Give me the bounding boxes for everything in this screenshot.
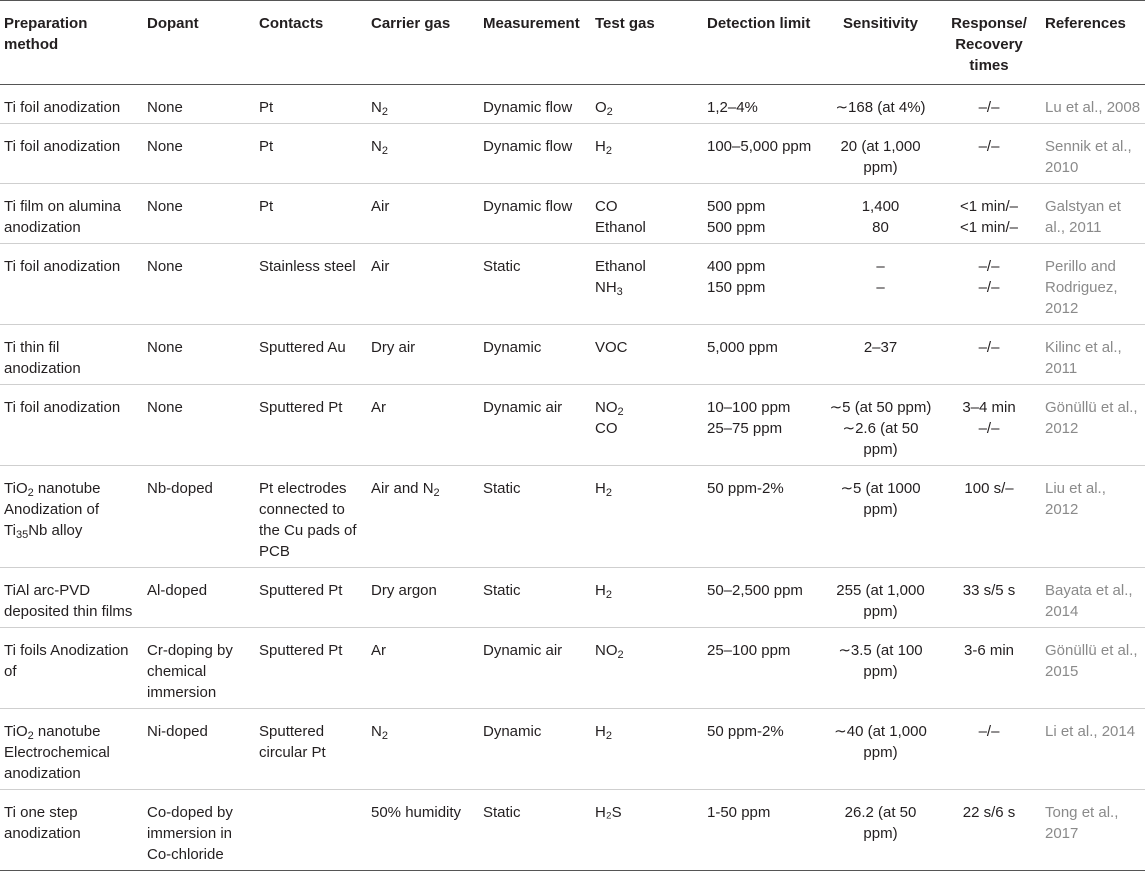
detection-line: 1-50 ppm <box>707 804 771 821</box>
header-references: References <box>1041 1 1145 85</box>
sensitivity-line: 26.2 (at 50 ppm) <box>844 804 917 842</box>
detection-line: 100–5,000 ppm <box>707 138 812 155</box>
cell-detection-limit <box>703 325 824 385</box>
cell-test-gas <box>591 790 703 871</box>
times-line: –/– <box>978 258 1000 275</box>
cell-test-gas <box>591 709 703 790</box>
times-line: 100 s/– <box>964 480 1014 497</box>
cell-dopant: Cr-doping by chemical immersion <box>143 628 255 709</box>
cell-response-recovery-times <box>937 628 1041 709</box>
cell-response-recovery-times <box>937 124 1041 184</box>
header-contacts: Contacts <box>255 1 367 85</box>
times-line: –/– <box>978 339 1000 356</box>
table-row <box>0 325 1145 385</box>
cell-reference: Kilinc et al., 2011 <box>1041 325 1145 385</box>
cell-detection-limit <box>703 244 824 325</box>
cell-detection-limit <box>703 124 824 184</box>
test-gas-line: $NH_3$ <box>595 279 623 298</box>
detection-line: 50–2,500 ppm <box>707 582 803 599</box>
cell-sensitivity <box>824 184 937 244</box>
subscript: 2 <box>617 649 624 661</box>
cell-contacts: Sputtered Pt <box>255 385 367 466</box>
cell-response-recovery-times <box>937 85 1041 124</box>
cell-measurement: Static <box>479 244 591 325</box>
header-response-recovery-times: Response/ Recovery times <box>937 1 1041 85</box>
cell-preparation-method: Ti foil anodization <box>0 244 143 325</box>
cell-carrier-gas: Dry air <box>367 325 479 385</box>
cell-test-gas <box>591 466 703 568</box>
cell-measurement: Dynamic air <box>479 628 591 709</box>
cell-carrier-gas: $N_2$ <box>367 85 479 124</box>
sensitivity-line: 255 (at 1,000 ppm) <box>836 582 925 620</box>
header-row <box>0 1 1145 85</box>
sensitivity-line: 20 (at 1,000 ppm) <box>840 138 921 176</box>
cell-reference: Gönüllü et al., 2015 <box>1041 628 1145 709</box>
header-carrier-gas: Carrier gas <box>367 1 479 85</box>
sensitivity-line: ∼5 (at 50 ppm) <box>829 399 932 416</box>
cell-contacts: Pt electrodes connected to the Cu pads of PCB <box>255 466 367 568</box>
cell-measurement: Dynamic <box>479 325 591 385</box>
table-row <box>0 628 1145 709</box>
cell-sensitivity <box>824 85 937 124</box>
cell-dopant: None <box>143 184 255 244</box>
sensitivity-line: 80 <box>872 219 889 236</box>
cell-reference: Bayata et al., 2014 <box>1041 568 1145 628</box>
header-dopant: Dopant <box>143 1 255 85</box>
cell-carrier-gas: 50% humidity <box>367 790 479 871</box>
cell-dopant: Ni-doped <box>143 709 255 790</box>
cell-detection-limit <box>703 709 824 790</box>
cell-sensitivity <box>824 466 937 568</box>
cell-dopant: Co-doped by immersion in Co-chloride <box>143 790 255 871</box>
table-row <box>0 244 1145 325</box>
subscript: 2 <box>605 145 612 157</box>
cell-response-recovery-times <box>937 790 1041 871</box>
cell-reference: Perillo and Rodriguez, 2012 <box>1041 244 1145 325</box>
cell-preparation-method: Ti one step anodization <box>0 790 143 871</box>
cell-sensitivity <box>824 325 937 385</box>
cell-carrier-gas: Air and $N_2$ <box>367 466 479 568</box>
cell-response-recovery-times <box>937 244 1041 325</box>
header-preparation-method: Preparation method <box>0 1 143 85</box>
cell-carrier-gas: Ar <box>367 385 479 466</box>
cell-carrier-gas: $N_2$ <box>367 124 479 184</box>
cell-response-recovery-times <box>937 709 1041 790</box>
cell-measurement: Static <box>479 466 591 568</box>
cell-measurement: Static <box>479 568 591 628</box>
sensitivity-line: 1,400 <box>861 198 900 215</box>
times-line: –/– <box>978 420 1000 437</box>
cell-reference: Sennik et al., 2010 <box>1041 124 1145 184</box>
detection-line: 25–100 ppm <box>707 642 791 659</box>
cell-sensitivity <box>824 124 937 184</box>
times-line: 3–4 min <box>962 399 1016 416</box>
cell-dopant: None <box>143 85 255 124</box>
cell-contacts <box>255 790 367 871</box>
cell-test-gas <box>591 244 703 325</box>
subscript: 2 <box>381 106 388 118</box>
times-line: <1 min/– <box>960 219 1018 236</box>
cell-dopant: None <box>143 124 255 184</box>
subscript: 2 <box>617 406 624 418</box>
detection-line: 10–100 ppm <box>707 399 791 416</box>
subscript: 2 <box>381 730 388 742</box>
times-line: 3-6 min <box>963 642 1015 659</box>
cell-dopant: Nb-doped <box>143 466 255 568</box>
cell-measurement: Dynamic <box>479 709 591 790</box>
cell-preparation-method: TiAl arc-PVD deposited thin films <box>0 568 143 628</box>
test-gas-line: $H_2$ <box>595 723 612 742</box>
header-sensitivity: Sensitivity <box>824 1 937 85</box>
cell-reference: Gönüllü et al., 2012 <box>1041 385 1145 466</box>
detection-line: 150 ppm <box>707 279 766 296</box>
cell-reference: Tong et al., 2017 <box>1041 790 1145 871</box>
table-row <box>0 709 1145 790</box>
cell-detection-limit <box>703 790 824 871</box>
cell-preparation-method: Ti foil anodization <box>0 124 143 184</box>
detection-line: 500 ppm <box>707 198 766 215</box>
times-line: –/– <box>978 723 1000 740</box>
detection-line: 5,000 ppm <box>707 339 778 356</box>
cell-detection-limit <box>703 568 824 628</box>
cell-carrier-gas: Air <box>367 244 479 325</box>
subscript: 2 <box>606 106 613 118</box>
cell-contacts: Pt <box>255 184 367 244</box>
test-gas-line: $NO_2$ <box>595 642 624 661</box>
cell-carrier-gas: Air <box>367 184 479 244</box>
detection-line: 500 ppm <box>707 219 766 236</box>
cell-contacts: Sputtered circular Pt <box>255 709 367 790</box>
sensitivity-line: ∼5 (at 1000 ppm) <box>840 480 921 518</box>
cell-sensitivity <box>824 244 937 325</box>
cell-detection-limit <box>703 466 824 568</box>
cell-reference: Galstyan et al., 2011 <box>1041 184 1145 244</box>
detection-line: 50 ppm-2% <box>707 480 784 497</box>
cell-preparation-method: TiO$_2$ nanotube Anodization of $Ti_{35}Nb$ alloy <box>0 466 143 568</box>
cell-response-recovery-times <box>937 568 1041 628</box>
cell-dopant: None <box>143 325 255 385</box>
subscript: 3 <box>616 286 623 298</box>
cell-preparation-method: Ti foil anodization <box>0 85 143 124</box>
test-gas-line: $NO_2$ <box>595 399 624 418</box>
cell-detection-limit <box>703 85 824 124</box>
cell-contacts: Sputtered Pt <box>255 628 367 709</box>
table-row <box>0 790 1145 871</box>
subscript: 35 <box>15 529 29 541</box>
cell-dopant: None <box>143 244 255 325</box>
test-gas-line: $H_2$ <box>595 480 612 499</box>
cell-contacts: Stainless steel <box>255 244 367 325</box>
times-line: <1 min/– <box>960 198 1018 215</box>
table-row <box>0 124 1145 184</box>
sensitivity-line: – <box>876 258 885 275</box>
test-gas-line: H₂S <box>595 804 622 821</box>
test-gas-line: Ethanol <box>595 258 646 275</box>
table-row <box>0 385 1145 466</box>
test-gas-line: $H_2$ <box>595 582 612 601</box>
sensitivity-line: – <box>876 279 885 296</box>
cell-measurement: Dynamic flow <box>479 124 591 184</box>
table-row <box>0 85 1145 124</box>
subscript: 2 <box>605 730 612 742</box>
cell-measurement: Static <box>479 790 591 871</box>
times-line: 33 s/5 s <box>962 582 1016 599</box>
header-test-gas: Test gas <box>591 1 703 85</box>
times-line: 22 s/6 s <box>962 804 1016 821</box>
table-row <box>0 466 1145 568</box>
cell-response-recovery-times <box>937 325 1041 385</box>
cell-measurement: Dynamic flow <box>479 85 591 124</box>
cell-test-gas <box>591 325 703 385</box>
test-gas-line: $H_2$ <box>595 138 612 157</box>
test-gas-line: CO <box>595 198 618 215</box>
subscript: 2 <box>433 487 440 499</box>
cell-test-gas <box>591 124 703 184</box>
subscript: 2 <box>381 145 388 157</box>
cell-sensitivity <box>824 790 937 871</box>
times-line: –/– <box>978 138 1000 155</box>
table-row <box>0 184 1145 244</box>
cell-detection-limit <box>703 385 824 466</box>
cell-carrier-gas: Ar <box>367 628 479 709</box>
test-gas-line: CO <box>595 420 618 437</box>
sensitivity-line: ∼40 (at 1,000 ppm) <box>834 723 927 761</box>
detection-line: 1,2–4% <box>707 99 758 116</box>
cell-carrier-gas: Dry argon <box>367 568 479 628</box>
cell-detection-limit <box>703 184 824 244</box>
cell-response-recovery-times <box>937 184 1041 244</box>
cell-carrier-gas: $N_2$ <box>367 709 479 790</box>
detection-line: 400 ppm <box>707 258 766 275</box>
cell-test-gas <box>591 85 703 124</box>
cell-sensitivity <box>824 709 937 790</box>
cell-preparation-method: Ti film on alumina anodization <box>0 184 143 244</box>
test-gas-line: $O_2$ <box>595 99 613 118</box>
cell-contacts: Sputtered Pt <box>255 568 367 628</box>
subscript: 2 <box>27 487 34 499</box>
cell-sensitivity <box>824 568 937 628</box>
times-line: –/– <box>978 279 1000 296</box>
cell-response-recovery-times <box>937 385 1041 466</box>
cell-measurement: Dynamic air <box>479 385 591 466</box>
cell-detection-limit <box>703 628 824 709</box>
cell-test-gas <box>591 628 703 709</box>
cell-contacts: Pt <box>255 85 367 124</box>
cell-sensitivity <box>824 385 937 466</box>
cell-contacts: Sputtered Au <box>255 325 367 385</box>
times-line: –/– <box>978 99 1000 116</box>
sensitivity-line: ∼2.6 (at 50 ppm) <box>842 420 919 458</box>
cell-dopant: None <box>143 385 255 466</box>
cell-reference: Li et al., 2014 <box>1041 709 1145 790</box>
cell-test-gas <box>591 385 703 466</box>
cell-preparation-method: Ti foils Anodization of <box>0 628 143 709</box>
header-detection-limit: Detection limit <box>703 1 824 85</box>
cell-dopant: Al-doped <box>143 568 255 628</box>
subscript: 2 <box>605 589 612 601</box>
test-gas-line: Ethanol <box>595 219 646 236</box>
cell-test-gas <box>591 184 703 244</box>
cell-preparation-method: Ti thin fil anodization <box>0 325 143 385</box>
sensitivity-line: ∼168 (at 4%) <box>835 99 926 116</box>
detection-line: 25–75 ppm <box>707 420 783 437</box>
cell-reference: Liu et al., 2012 <box>1041 466 1145 568</box>
cell-preparation-method: TiO$_2$ nanotube Electrochemical anodization <box>0 709 143 790</box>
cell-preparation-method: Ti foil anodization <box>0 385 143 466</box>
test-gas-line: VOC <box>595 339 628 356</box>
sensitivity-line: 2–37 <box>863 339 898 356</box>
cell-sensitivity <box>824 628 937 709</box>
cell-measurement: Dynamic flow <box>479 184 591 244</box>
header-measurement: Measurement <box>479 1 591 85</box>
cell-test-gas <box>591 568 703 628</box>
cell-response-recovery-times <box>937 466 1041 568</box>
cell-reference: Lu et al., 2008 <box>1041 85 1145 124</box>
cell-contacts: Pt <box>255 124 367 184</box>
subscript: 2 <box>605 487 612 499</box>
table-row <box>0 568 1145 628</box>
subscript: 2 <box>27 730 34 742</box>
sensitivity-line: ∼3.5 (at 100 ppm) <box>838 642 923 680</box>
detection-line: 50 ppm-2% <box>707 723 784 740</box>
